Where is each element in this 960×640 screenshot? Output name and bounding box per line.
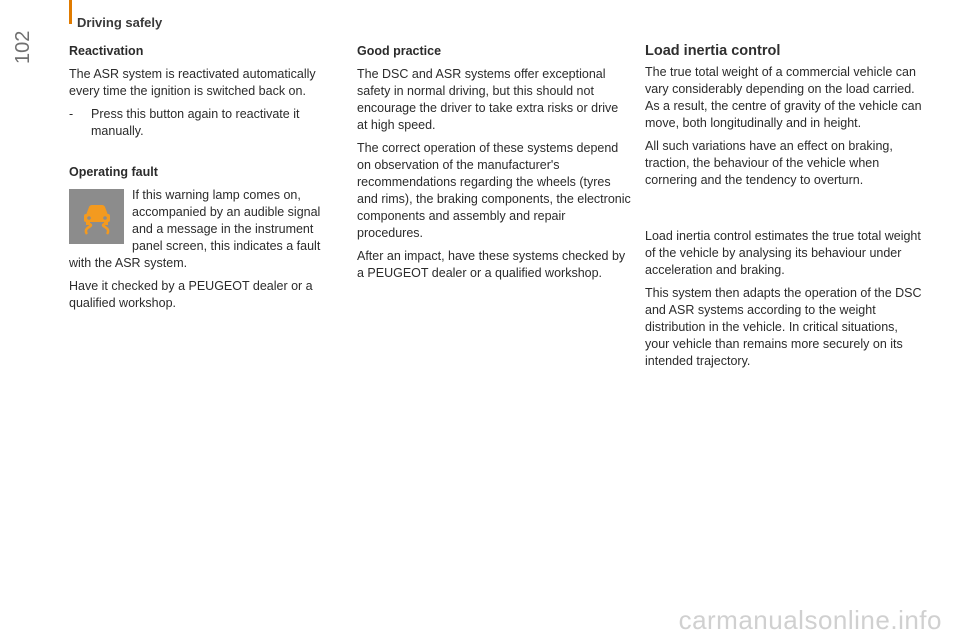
operating-fault-heading: Operating fault	[69, 165, 158, 179]
section-accent-bar	[69, 0, 72, 24]
reactivation-bullet	[69, 106, 341, 140]
good-practice-heading: Good practice	[357, 44, 442, 58]
column-good-practice	[357, 43, 632, 288]
good-practice-paragraph-3: After an impact, have these systems checked by a PEUGEOT dealer or a qualified workshop.	[357, 249, 626, 280]
bullet-dash: -	[69, 107, 74, 121]
bullet-text: Press this button again to reactivate it manually.	[91, 107, 300, 138]
column-reactivation	[69, 43, 341, 318]
reactivation-heading: Reactivation	[69, 44, 144, 58]
operating-fault-block	[69, 187, 341, 278]
load-inertia-paragraph-3: Load inertia control estimates the true total weight of the vehicle by analysing its behaviour under acceleration and braking.	[645, 229, 921, 277]
load-inertia-paragraph-2: All such variations have an effect on braking, traction, the behaviour of the vehicle when cornering and the tendency to overturn.	[645, 139, 893, 187]
watermark: carmanualsonline.info	[678, 605, 942, 635]
good-practice-paragraph-2: The correct operation of these systems depend on observation of the manufacturer's recommendations regarding the wheels (tyres and rims), the braking components, the electronic components and assembly and repair procedures.	[357, 141, 631, 240]
operating-fault-text: If this warning lamp comes on, accompanied by an audible signal and a message in the instrument panel screen, this indicates a fault with the ASR system.	[69, 188, 321, 270]
section-title: Driving safely	[77, 15, 163, 30]
load-inertia-heading: Load inertia control	[645, 43, 781, 59]
column-load-inertia	[645, 43, 923, 376]
good-practice-paragraph-1: The DSC and ASR systems offer exceptional safety in normal driving, but this should not encourage the driver to take extra risks or drive at high speed.	[357, 67, 619, 132]
reactivation-text: The ASR system is reactivated automatically every time the ignition is switched back on.	[69, 67, 316, 98]
operating-fault-advice: Have it checked by a PEUGEOT dealer or a qualified workshop.	[69, 279, 313, 310]
traction-control-warning-icon	[69, 189, 124, 244]
page-number: 102	[12, 30, 34, 64]
load-inertia-paragraph-1: The true total weight of a commercial vehicle can vary considerably depending on the load carried. As a result, the centre of gravity of the vehicle can move, both longitudinally and in height.	[645, 65, 922, 130]
load-inertia-paragraph-4: This system then adapts the operation of the DSC and ASR systems according to the weight distribution in the vehicle. In critical situations, your vehicle than remains more securely on its intended trajectory.	[645, 286, 922, 368]
